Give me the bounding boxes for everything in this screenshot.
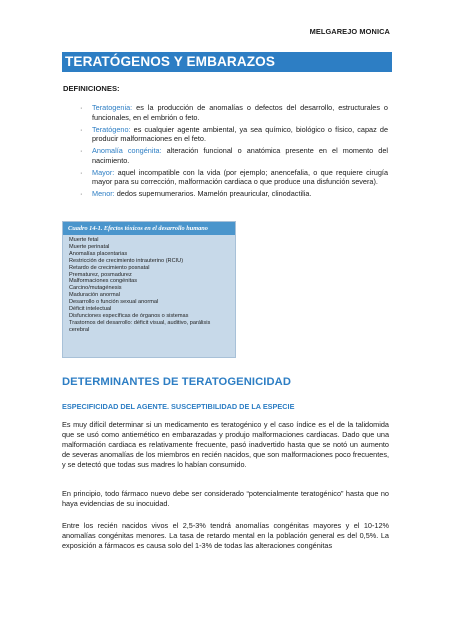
- table-item: Muerte fetal: [69, 237, 99, 243]
- definition-term: Anomalía congénita:: [92, 146, 162, 156]
- table-item: Déficit intelectual: [69, 306, 112, 313]
- body-paragraph: Es muy difícil determinar si un medicamento es teratogénico y el caso índice es el de la talidomida que se usó como antiemético en embarazadas y produjo malformaciones cardiacas. Dado que una malformación cardiaca es relativamente frecuente, pasó inadvertido hasta que se notó un aumento de severas anomalías de los miembros en recién nacidos, que son malformaciones poco frecuentes, y se detectó que todas sus madres lo habían consumido.: [62, 420, 389, 470]
- definitions-heading: DEFINICIONES:: [63, 84, 120, 93]
- section-subheading: ESPECIFICIDAD DEL AGENTE. SUSCEPTIBILIDAD DE LA ESPECIE: [62, 402, 295, 411]
- table-item: Prematurez, posmadurez: [69, 271, 132, 278]
- table-item: Disfunciones específicas de órganos o sistemas: [69, 312, 189, 319]
- table-item: Desarrollo o función sexual anormal: [69, 299, 159, 306]
- definition-term: Teratógeno:: [92, 124, 131, 134]
- table-item: Restricción de crecimiento intrauterino (RCIU): [69, 257, 184, 264]
- definitions-list: [80, 103, 388, 201]
- toxic-effects-table: [62, 221, 236, 358]
- table-item: Muerte perinatal: [69, 243, 110, 250]
- definition-item: [80, 125, 388, 144]
- table-item: cerebral: [69, 326, 90, 333]
- document-title: TERATÓGENOS Y EMBARAZOS: [62, 52, 392, 72]
- bullet-icon: ·: [80, 189, 83, 199]
- author-name: MELGAREJO MONICA: [309, 27, 390, 36]
- bullet-icon: ·: [80, 146, 83, 156]
- definition-term: Mayor:: [92, 167, 115, 177]
- table-item: Malformaciones congénitas: [69, 278, 138, 285]
- definition-text: es la producción de anomalías o defectos del desarrollo, estructurales o funcionales, en el embrión o feto.: [92, 103, 388, 122]
- definition-text: dedos supernumerarios. Mamelón preauricular, clinodactilia.: [114, 189, 312, 199]
- definition-text: aquel incompatible con la vida (por ejemplo; anencefalia, o que requiere cirugía mayor para su corrección, malformación cardiaca o que produce una disfunción severa).: [92, 167, 388, 187]
- definition-item: [80, 146, 388, 165]
- definition-item: [80, 168, 388, 187]
- body-paragraph: En principio, todo fármaco nuevo debe ser considerado “potencialmente teratogénico” hasta que no haya evidencias de su inocuidad.: [62, 489, 389, 509]
- bullet-icon: ·: [80, 103, 83, 112]
- table-item: Carcino/mutagénesis: [69, 285, 122, 292]
- body-paragraph: Entre los recién nacidos vivos el 2,5-3% tendrá anomalías congénitas mayores y el 10-12% anomalías congénitas menores. La tasa de retardo mental en la población general es del 0,5%. La exposición a fármacos es causa solo del 1-3% de todas las alteraciones congénitas: [62, 521, 389, 551]
- table-title: Cuadro 14-1. Efectos tóxicos en el desarrollo humano: [63, 222, 235, 235]
- table-item: Retardo de crecimiento posnatal: [69, 264, 150, 271]
- table-item: Maduración anormal: [69, 292, 120, 299]
- section-heading: DETERMINANTES DE TERATOGENICIDAD: [62, 376, 292, 388]
- table-item: Anomalías placentarias: [69, 250, 128, 257]
- definition-text: es cualquier agente ambiental, ya sea químico, biológico o físico, capaz de producir malformaciones en el feto.: [92, 124, 388, 144]
- definition-item: [80, 189, 388, 199]
- bullet-icon: ·: [80, 167, 83, 177]
- table-items: [63, 237, 235, 334]
- definition-item: [80, 103, 388, 122]
- definition-term: Menor:: [92, 189, 115, 199]
- bullet-icon: ·: [80, 124, 83, 134]
- definition-term: Teratogenia:: [92, 103, 133, 112]
- definition-text: alteración funcional o anatómica presente en el momento del nacimiento.: [92, 146, 388, 165]
- table-item: Trastornos del desarrollo: déficit visual, auditivo, parálisis: [69, 319, 211, 326]
